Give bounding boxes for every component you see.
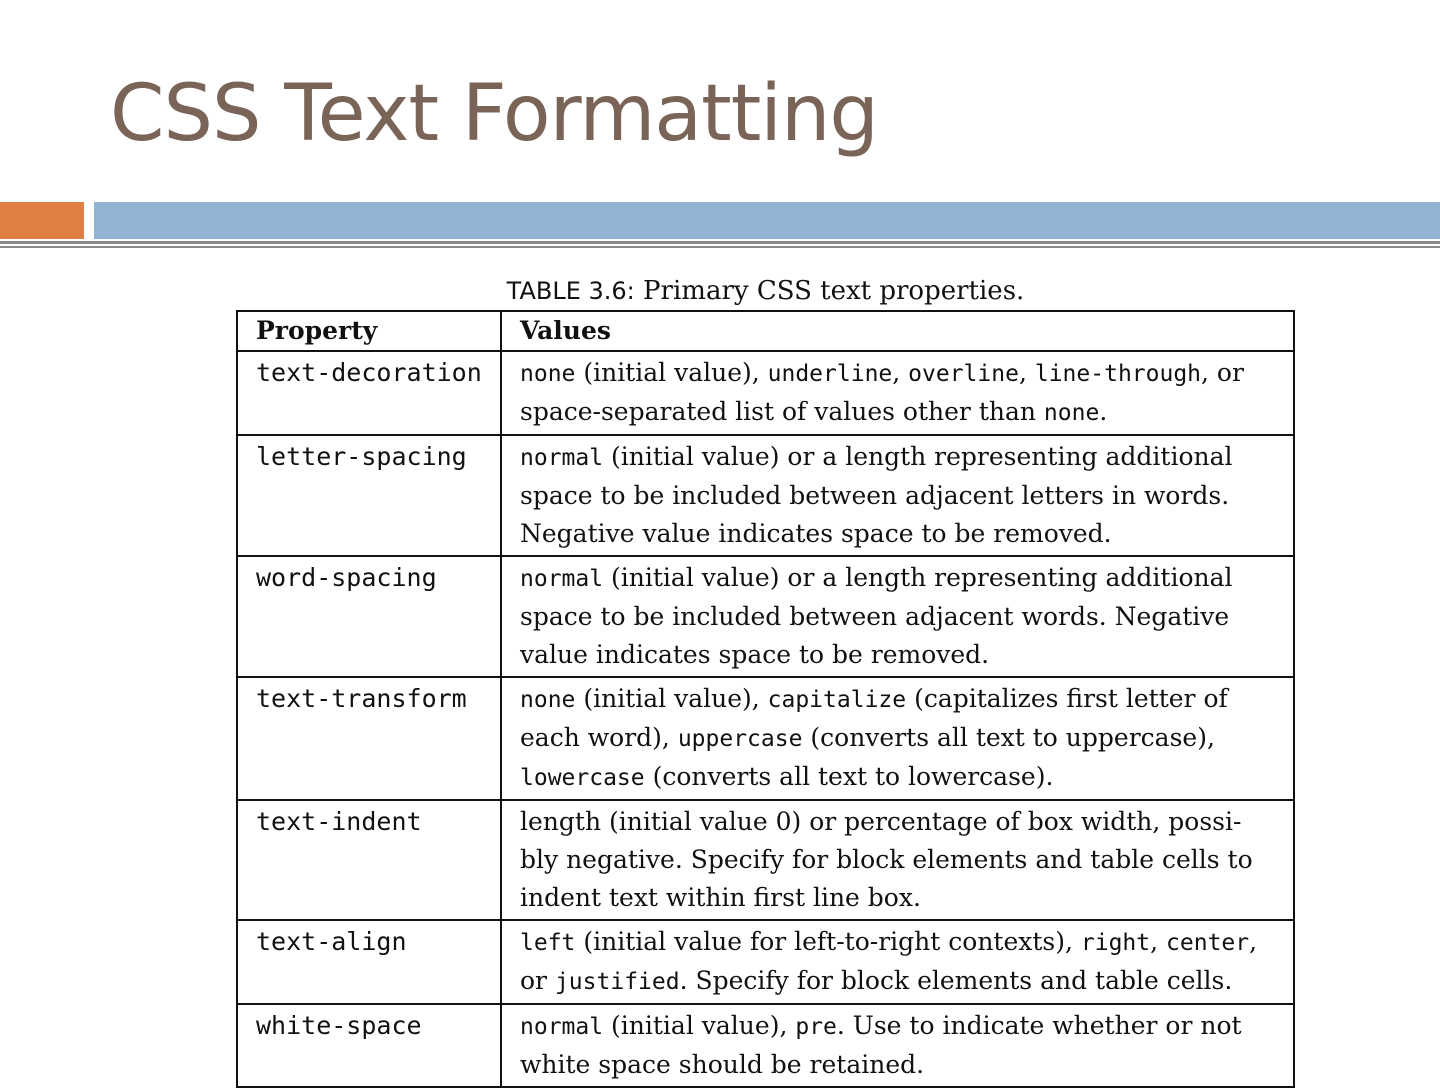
- values-cell: [501, 920, 1294, 1004]
- value-text: (capitalizes first letter of each word),: [520, 684, 1228, 752]
- value-text: (initial value),: [575, 684, 768, 713]
- value-keyword: overline: [908, 361, 1019, 387]
- divider-rule-top: [0, 241, 1440, 244]
- title-accent-bar: [0, 202, 84, 239]
- header-values: Values: [501, 311, 1294, 351]
- title-divider-bar: [94, 202, 1440, 239]
- value-keyword: normal: [520, 445, 604, 471]
- value-text: (initial value for left-to-right contexts),: [575, 927, 1081, 956]
- divider-rule-bottom: [0, 246, 1440, 248]
- value-keyword: capitalize: [767, 687, 907, 713]
- values-cell: [501, 435, 1294, 556]
- value-keyword: center: [1166, 930, 1250, 956]
- value-text: .: [1099, 397, 1108, 426]
- property-cell: text-align: [237, 920, 501, 1004]
- value-text: . Use to indicate whether or not white space should be retained.: [520, 1011, 1242, 1079]
- table-row: [237, 556, 1294, 677]
- table-row: [237, 800, 1294, 920]
- value-text: ,: [1150, 927, 1167, 956]
- table-row: [237, 1004, 1294, 1087]
- value-text: (initial value),: [575, 358, 768, 387]
- value-keyword: left: [520, 930, 576, 956]
- value-text: . Specify for block elements and table cells.: [679, 966, 1233, 995]
- table-body: [237, 351, 1294, 1087]
- property-cell: letter-spacing: [237, 435, 501, 556]
- value-text: ,: [1018, 358, 1035, 387]
- value-keyword: normal: [520, 1014, 604, 1040]
- value-keyword: uppercase: [677, 726, 803, 752]
- table-row: [237, 920, 1294, 1004]
- value-keyword: none: [1043, 400, 1100, 426]
- value-keyword: pre: [795, 1014, 837, 1040]
- table-caption-label: TABLE 3.6:: [506, 277, 635, 305]
- table-row: [237, 435, 1294, 556]
- css-properties-table: [236, 310, 1295, 1088]
- values-cell: [501, 800, 1294, 920]
- value-text: (initial value) or a length representing additional space to be included between adjacent words. Negative value indicates space to be removed.: [520, 563, 1233, 669]
- table-caption-text: Primary CSS text properties.: [634, 276, 1025, 306]
- slide-title: CSS Text Formatting: [110, 69, 878, 159]
- value-keyword: line-through: [1034, 361, 1202, 387]
- value-text: (converts all text to uppercase),: [802, 723, 1215, 752]
- value-text: ,: [892, 358, 909, 387]
- table-row: [237, 677, 1294, 800]
- value-text: length (initial value 0) or percentage of box width, possi-bly negative. Specify for block elements and table cells to indent text within first line box.: [520, 807, 1253, 912]
- property-cell: text-transform: [237, 677, 501, 800]
- property-cell: text-decoration: [237, 351, 501, 435]
- values-cell: [501, 1004, 1294, 1087]
- property-cell: white-space: [237, 1004, 501, 1087]
- header-property: Property: [237, 311, 501, 351]
- table-caption: [236, 276, 1295, 306]
- value-keyword: lowercase: [520, 765, 645, 791]
- property-cell: word-spacing: [237, 556, 501, 677]
- value-keyword: underline: [767, 361, 893, 387]
- table-header-row: [237, 311, 1294, 351]
- property-cell: text-indent: [237, 800, 501, 920]
- values-cell: [501, 677, 1294, 800]
- value-keyword: normal: [520, 566, 604, 592]
- value-keyword: none: [520, 361, 576, 387]
- value-text: , or: [520, 927, 1258, 995]
- table-row: [237, 351, 1294, 435]
- value-text: (converts all text to lowercase).: [644, 762, 1054, 791]
- value-keyword: none: [520, 687, 576, 713]
- value-keyword: justified: [554, 969, 680, 995]
- value-text: , or space-separated list of values other than: [520, 358, 1244, 426]
- value-text: (initial value) or a length representing additional space to be included between adjacent letters in words. Negative value indicates space to be removed.: [520, 442, 1233, 548]
- value-keyword: right: [1080, 930, 1151, 956]
- values-cell: [501, 556, 1294, 677]
- values-cell: [501, 351, 1294, 435]
- value-text: (initial value),: [603, 1011, 796, 1040]
